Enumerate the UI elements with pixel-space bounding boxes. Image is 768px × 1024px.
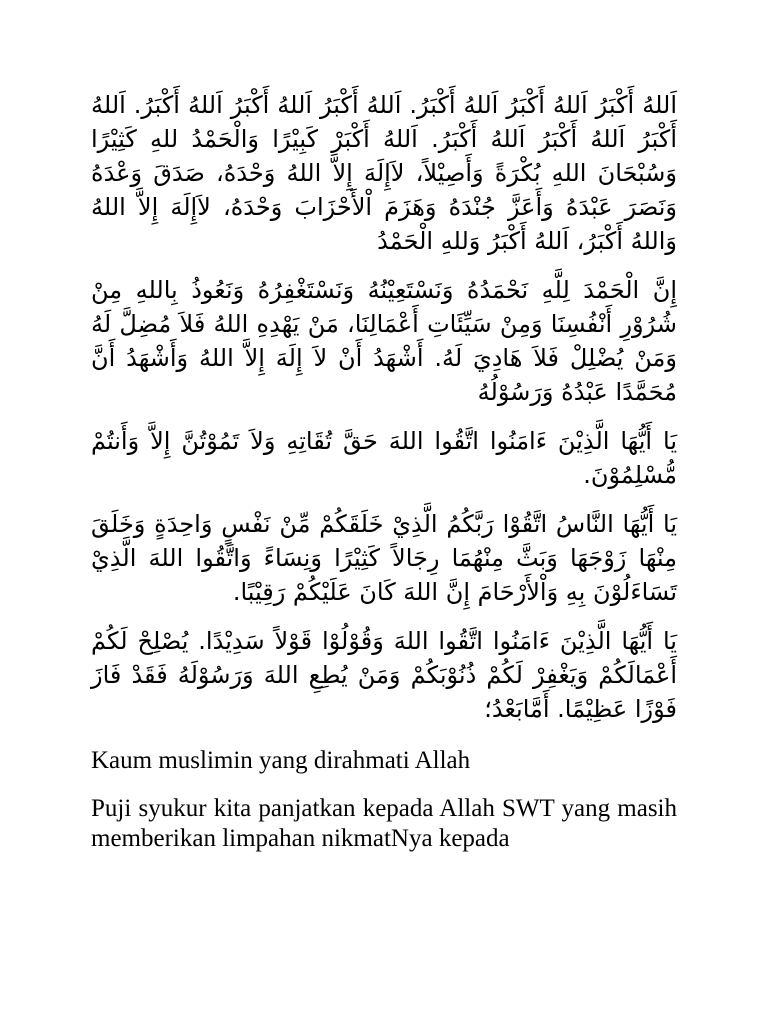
arabic-paragraph-al-ahzab-verse: يَا أَيُّهَا الَّذِيْنَ ءَامَنُوا اتَّقُوا اللهَ وَقُوْلُوْا قَوْلاً سَدِيْدًا. يُصْلِحْ لَكُمْ أَعْمَالَكُمْ وَيَغْفِرْ لَكُمْ ذُنُوْبَكُمْ وَمَنْ يُطِعِ اللهَ وَرَسُوْلَهُ فَقَدْ فَازَ فَوْزًا عَظِيْمًا. أَمَّابَعْدُ؛ [91,627,677,723]
body-paragraph: Puji syukur kita panjatkan kepada Allah SWT yang masih memberikan limpahan nikmatNya kepada [91,795,677,852]
document-page [91,88,677,872]
arabic-paragraph-an-nisa-verse: يَا أَيُّهَا النَّاسُ اتَّقُوْا رَبَّكُمُ الَّذِيْ خَلَقَكُمْ مِّنْ نَفْسٍ وَاحِدَةٍ وَخَلَقَ مِنْهَا زَوْجَهَا وَبَثَّ مِنْهُمَا رِجَالاً كَثِيْرًا وَنِسَاءً وَاتَّقُوا اللهَ الَّذِيْ تَسَاءَلُوْنَ بِهِ وَاْلأَرْحَامَ إِنَّ اللهَ كَانَ عَلَيْكُمْ رَقِيْبًا. [91,510,677,606]
greeting-line: Kaum muslimin yang dirahmati Allah [91,747,471,774]
arabic-paragraph-takbir: اَللهُ أَكْبَرُ اَللهُ أَكْبَرُ اَللهُ أَكْبَرُ. اَللهُ أَكْبَرُ اَللهُ أَكْبَرُ اَللهُ أَكْبَرُ. اَللهُ أَكْبَرُ اَللهُ أَكْبَرُ اَللهُ أَكْبَرُ. اَللهُ أَكْبَرْ كَبِيْرًا وَالْحَمْدُ للهِ كَثِيْرًا وَسُبْحَانَ اللهِ بُكْرَةً وَأَصِيْلاً، لاَإِلَهَ إِلاَّ اللهُ وَحْدَهُ، صَدَقَ وَعْدَهُ وَنَصَرَ عَبْدَهُ وَأَعَزَّ جُنْدَهُ وَهَزَمَ اْلأَحْزَابَ وَحْدَهُ، لاَإِلَهَ إِلاَّ اللهُ وَاللهُ أَكْبَرُ، اَللهُ أَكْبَرُ وَللهِ الْحَمْدُ [91,91,677,255]
arabic-paragraph-ali-imran-verse: يَا أَيُّهَا الَّذِيْنَ ءَامَنُوا اتَّقُوا اللهَ حَقَّ تُقَاتِهِ وَلاَ تَمُوْتُنَّ إِلاَّ وَأَنتُمْ مُّسْلِمُوْنَ. [91,427,677,489]
arabic-paragraph-hamdalah: إِنَّ الْحَمْدَ لِلَّهِ نَحْمَدُهُ وَنَسْتَعِيْنُهُ وَنَسْتَغْفِرُهُ وَنَعُوذُ بِاللهِ مِنْ شُرُوْرِ أَنْفُسِنَا وَمِنْ سَيِّئَاتِ أَعْمَالِنَا، مَنْ يَهْدِهِ اللهُ فَلاَ مُضِلَّ لَهُ وَمَنْ يُضْلِلْ فَلاَ هَادِيَ لَهُ. أَشْهَدُ أَنْ لاَ إِلَهَ إِلاَّ اللهُ وَأَشْهَدُ أَنَّ مُحَمَّدًا عَبْدُهُ وَرَسُوْلُهُ [91,276,677,406]
